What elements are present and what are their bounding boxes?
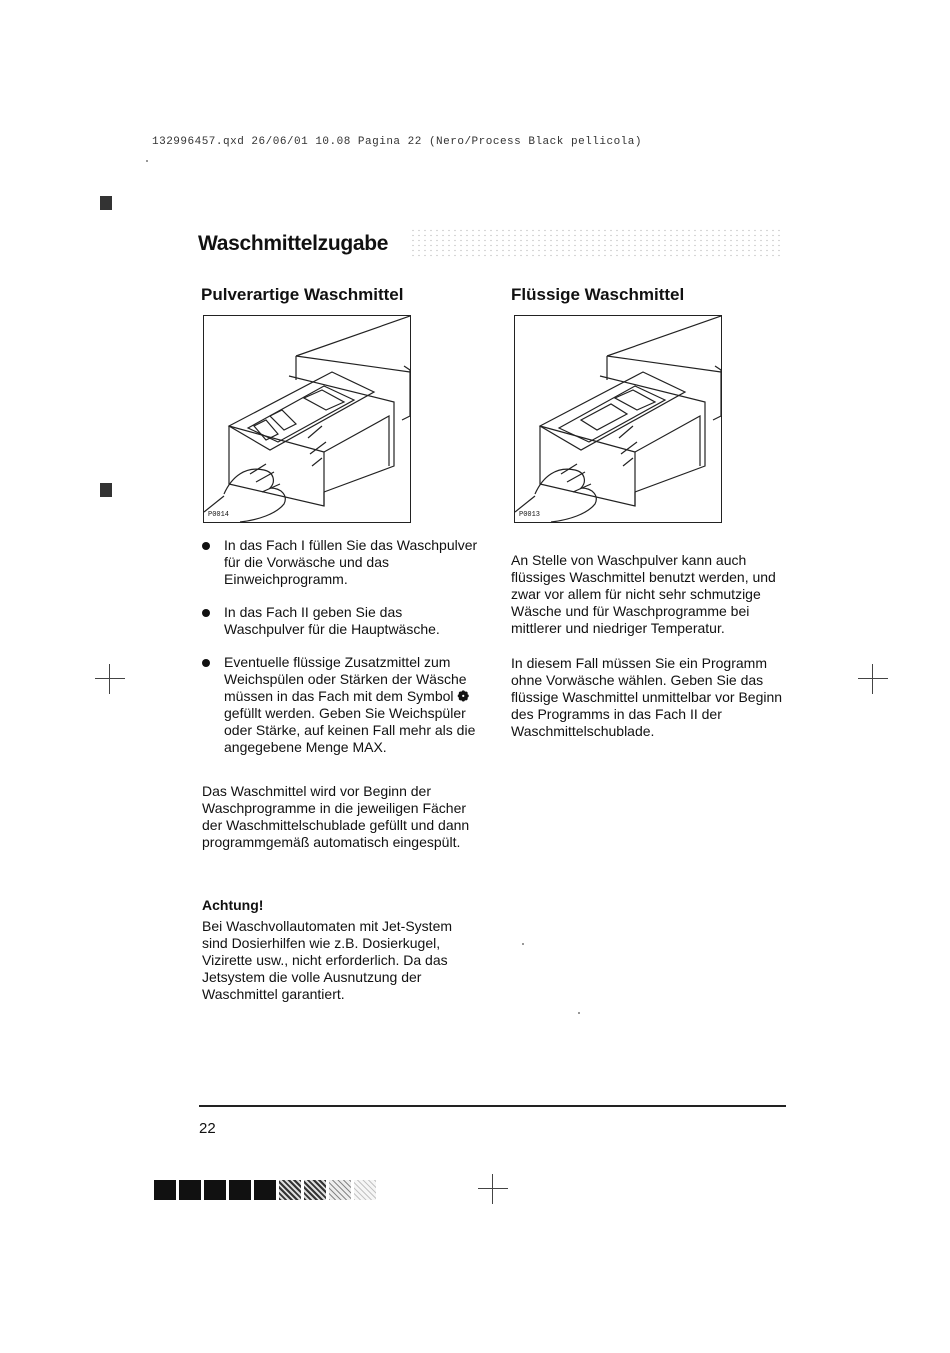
- list-item: In das Fach II geben Sie das Waschpulver für die Hauptwäsche.: [202, 604, 478, 638]
- right-column-heading: Flüssige Waschmittel: [511, 285, 685, 304]
- control-block: [154, 1180, 176, 1200]
- page-number: 22: [199, 1120, 216, 1137]
- control-block: [354, 1180, 376, 1200]
- control-block: [304, 1180, 326, 1200]
- file-info-header: 132996457.qxd 26/06/01 10.08 Pagina 22 (Nero/Process Black pellicola): [152, 136, 642, 148]
- speck: [578, 1012, 580, 1014]
- crosshair-mark-right: [858, 664, 888, 694]
- liquid-usage-paragraph: In diesem Fall müssen Sie ein Programm ohne Vorwäsche wählen. Geben Sie das flüssige Waschmittel unmittelbar vor Beginn des Programms in das Fach II der Waschmittelschublade.: [511, 655, 783, 739]
- bullet3-text-start: Eventuelle flüssige Zusatzmittel zum Weichspülen oder Stärken der Wäsche müssen in das Fach mit dem Symbol: [224, 654, 467, 704]
- powder-instructions-list: [202, 537, 478, 756]
- control-block: [329, 1180, 351, 1200]
- liquid-info-paragraph: An Stelle von Waschpulver kann auch flüssiges Waschmittel benutzt werden, und zwar vor allem für nicht sehr schmutzige Wäsche und für Waschprogramme bei mittlerer und niedriger Temperatur.: [511, 552, 776, 636]
- warning-title: Achtung!: [202, 897, 264, 913]
- title-halftone-decoration: [410, 228, 780, 258]
- left-figure-code: P0014: [208, 511, 230, 519]
- page-title: Waschmittelzugabe: [198, 232, 389, 255]
- softener-symbol-icon: ❁: [457, 688, 470, 704]
- left-column-heading: Pulverartige Waschmittel: [201, 285, 404, 304]
- list-item: [202, 654, 478, 756]
- speck: [146, 160, 148, 162]
- liquid-detergent-figure: [514, 315, 722, 523]
- print-control-strip: [154, 1180, 376, 1200]
- control-block: [254, 1180, 276, 1200]
- right-figure-code: P0013: [519, 511, 541, 519]
- detergent-drawer-illustration: [515, 316, 721, 522]
- powder-detergent-figure: [203, 315, 411, 523]
- control-block: [179, 1180, 201, 1200]
- detergent-drawer-illustration: [204, 316, 410, 522]
- control-block: [204, 1180, 226, 1200]
- warning-text: Bei Waschvollautomaten mit Jet-System sind Dosierhilfen wie z.B. Dosierkugel, Vizirette usw., nicht erforderlich. Da das Jetsystem die volle Ausnutzung der Waschmittel garantiert.: [202, 918, 453, 1002]
- speck: [522, 943, 524, 945]
- footer-divider: [199, 1105, 786, 1107]
- detergent-info-paragraph: Das Waschmittel wird vor Beginn der Waschprogramme in die jeweiligen Fächer der Waschmittelschublade gefüllt und dann programmgemäß automatisch eingespült.: [202, 783, 470, 850]
- registration-mark-top: [100, 196, 112, 210]
- bullet3-text-end: gefüllt werden. Geben Sie Weichspüler oder Stärke, auf keinen Fall mehr als die angegebene Menge MAX.: [224, 705, 476, 755]
- control-block: [229, 1180, 251, 1200]
- crosshair-mark-bottom: [478, 1174, 508, 1204]
- crosshair-mark-left: [95, 664, 125, 694]
- registration-mark-middle: [100, 483, 112, 497]
- control-block: [279, 1180, 301, 1200]
- list-item: In das Fach I füllen Sie das Waschpulver für die Vorwäsche und das Einweichprogramm.: [202, 537, 478, 588]
